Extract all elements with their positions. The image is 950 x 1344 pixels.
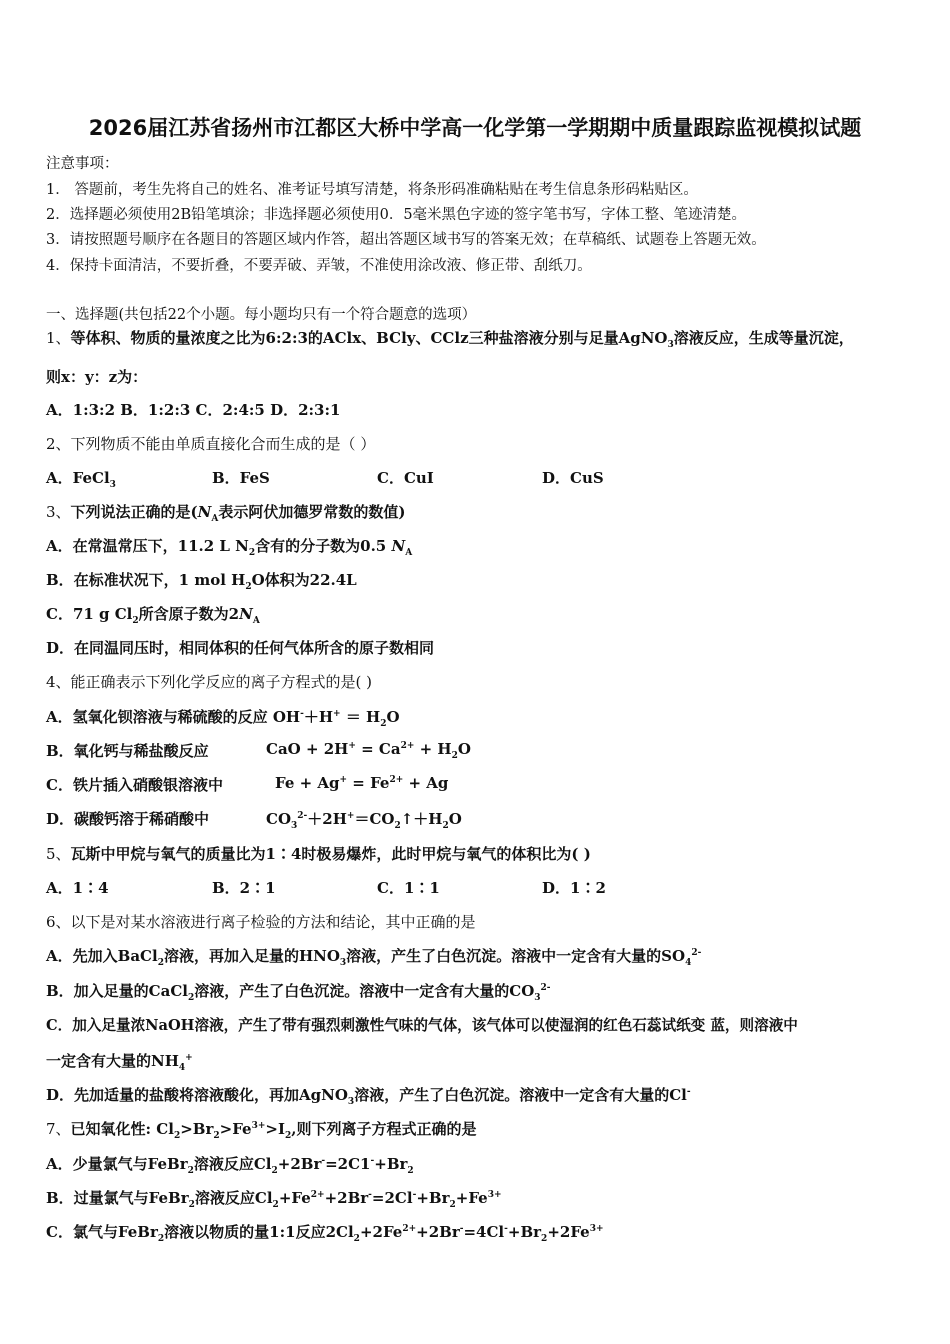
q1-num: 1、 [46, 329, 71, 347]
q5-option-a: A．1∶4 [46, 879, 109, 897]
q4-option-a: A．氢氧化钡溶液与稀硫酸的反应 $OH^-+H^+ = H_2O$ [46, 708, 400, 729]
q1-line-2: 则x：y：z为： [46, 368, 148, 386]
question-4: 4、能正确表示下列化学反应的离子方程式的是( ) [46, 673, 373, 691]
q7-option-a: A．少量氯气与FeBr$_2$溶液反应$Cl_2+2Br^-=2C1^-+Br_2$ [46, 1155, 414, 1176]
question-5: 5、瓦斯中甲烷与氧气的质量比为1∶4时极易爆炸，此时甲烷与氧气的体积比为( ) [46, 845, 591, 863]
question-7: 7、已知氧化性: $Cl_2>Br_2>Fe^{3+}>I_2$,则下列离子方程式正确的是 [46, 1120, 477, 1141]
q2-option-c: C．CuI [377, 469, 434, 487]
q4-option-b: B．氧化钙与稀盐酸反应 CaO + $2H^+ = Ca^{2+} + H_2O$ [46, 740, 471, 761]
q2-num: 2、 [46, 435, 71, 453]
q2-option-b: B．FeS [212, 469, 270, 487]
notice-item-2: 2．选择题必须使用2B铅笔填涂；非选择题必须使用0．5毫米黑色字迹的签字笔书写，字体工整、笔迹清楚。 [46, 207, 747, 223]
q5-option-d: D．1∶2 [542, 879, 606, 897]
section-heading: 一、选择题(共包括22个小题。每小题均只有一个符合题意的选项） [46, 307, 477, 323]
q7-option-b: B．过量氯气与FeBr$_2$溶液反应$Cl_2+Fe^{2+}+2Br^-=2Cl^-+Br_2+Fe^{3+}$ [46, 1189, 502, 1210]
notice-item-3: 3．请按照题号顺序在各题目的答题区域内作答，超出答题区域书写的答案无效；在草稿纸、试题卷上答题无效。 [46, 232, 766, 248]
q2-option-d: D．CuS [542, 469, 604, 487]
q1-options: A．1:3:2 B．1:2:3 C．2:4:5 D．2:3:1 [46, 401, 341, 419]
q6-option-d: D．先加适量的盐酸将溶液酸化，再加AgNO$_3$溶液，产生了白色沉淀。溶液中一定含有大量的Cl- [46, 1086, 691, 1107]
q2-text: 下列物质不能由单质直接化合而生成的是（ ） [70, 435, 376, 453]
q5-option-b: B．2∶1 [212, 879, 276, 897]
q5-option-c: C．1∶1 [377, 879, 440, 897]
question-2 [46, 433, 375, 454]
q3-option-c: C．71 g $Cl_2$所含原子数为$2N_A$ [46, 605, 260, 626]
q4-option-c: C．铁片插入硝酸银溶液中 $Fe + Ag^+ = Fe^{2+} + Ag$ [46, 774, 449, 794]
q6-option-c-line-2: 一定含有大量的$NH_4^+$ [46, 1052, 193, 1073]
q3-option-d: D．在同温同压时，相同体积的任何气体所含的原子数相同 [46, 639, 435, 657]
question-6: 6、以下是对某水溶液进行离子检验的方法和结论，其中正确的是 [46, 913, 476, 931]
q3-option-a: A．在常温常压下，11.2 L $N_2$含有的分子数为0.5 $N_A$ [46, 537, 413, 558]
notice-item-1: 1． 答题前，考生先将自己的姓名、准考证号填写清楚，将条形码准确粘贴在考生信息条形码粘贴区。 [46, 182, 698, 198]
q4-option-d: D．碳酸钙溶于稀硝酸中 $CO_3^{2-}+2H^+=CO_2↑+H_2O$ [46, 810, 462, 831]
notice-heading: 注意事项： [46, 156, 119, 172]
q1-text: 等体积、物质的量浓度之比为6:2:3的AClx、BCly、CClz三种盐溶液分别与足量AgNO$_3$溶液反应，生成等量沉淀， [70, 329, 854, 350]
q7-option-c: C．氯气与FeBr$_2$溶液以物质的量1:1反应$2Cl_2+2Fe^{2+}+2Br^-=4Cl^-+Br_2+2Fe^{3+}$ [46, 1223, 604, 1244]
page-title: 2026届江苏省扬州市江都区大桥中学高一化学第一学期期中质量跟踪监视模拟试题 [88, 116, 862, 140]
q6-option-b: B．加入足量的CaCl$_2$溶液，产生了白色沉淀。溶液中一定含有大量的$CO_3^{2-}$ [46, 982, 551, 1003]
question-1 [46, 327, 854, 348]
q6-option-c: C．加入足量浓NaOH溶液，产生了带有强烈刺激性气味的气体，该气体可以使湿润的红色石蕊试纸变 蓝，则溶液中 [46, 1017, 798, 1034]
q2-option-a: A．FeCl$_3$ [46, 469, 116, 490]
q3-option-b: B．在标准状况下，1 mol $H_2O$体积为22.4L [46, 571, 357, 592]
question-3: 3、下列说法正确的是($N_A$表示阿伏加德罗常数的数值) [46, 503, 406, 524]
notice-item-4: 4．保持卡面清洁，不要折叠，不要弄破、弄皱，不准使用涂改液、修正带、刮纸刀。 [46, 258, 592, 274]
q6-option-a: A．先加入BaCl$_2$溶液，再加入足量的$HNO_3$溶液，产生了白色沉淀。溶液中一定含有大量的$SO_4^{2-}$ [46, 947, 702, 968]
